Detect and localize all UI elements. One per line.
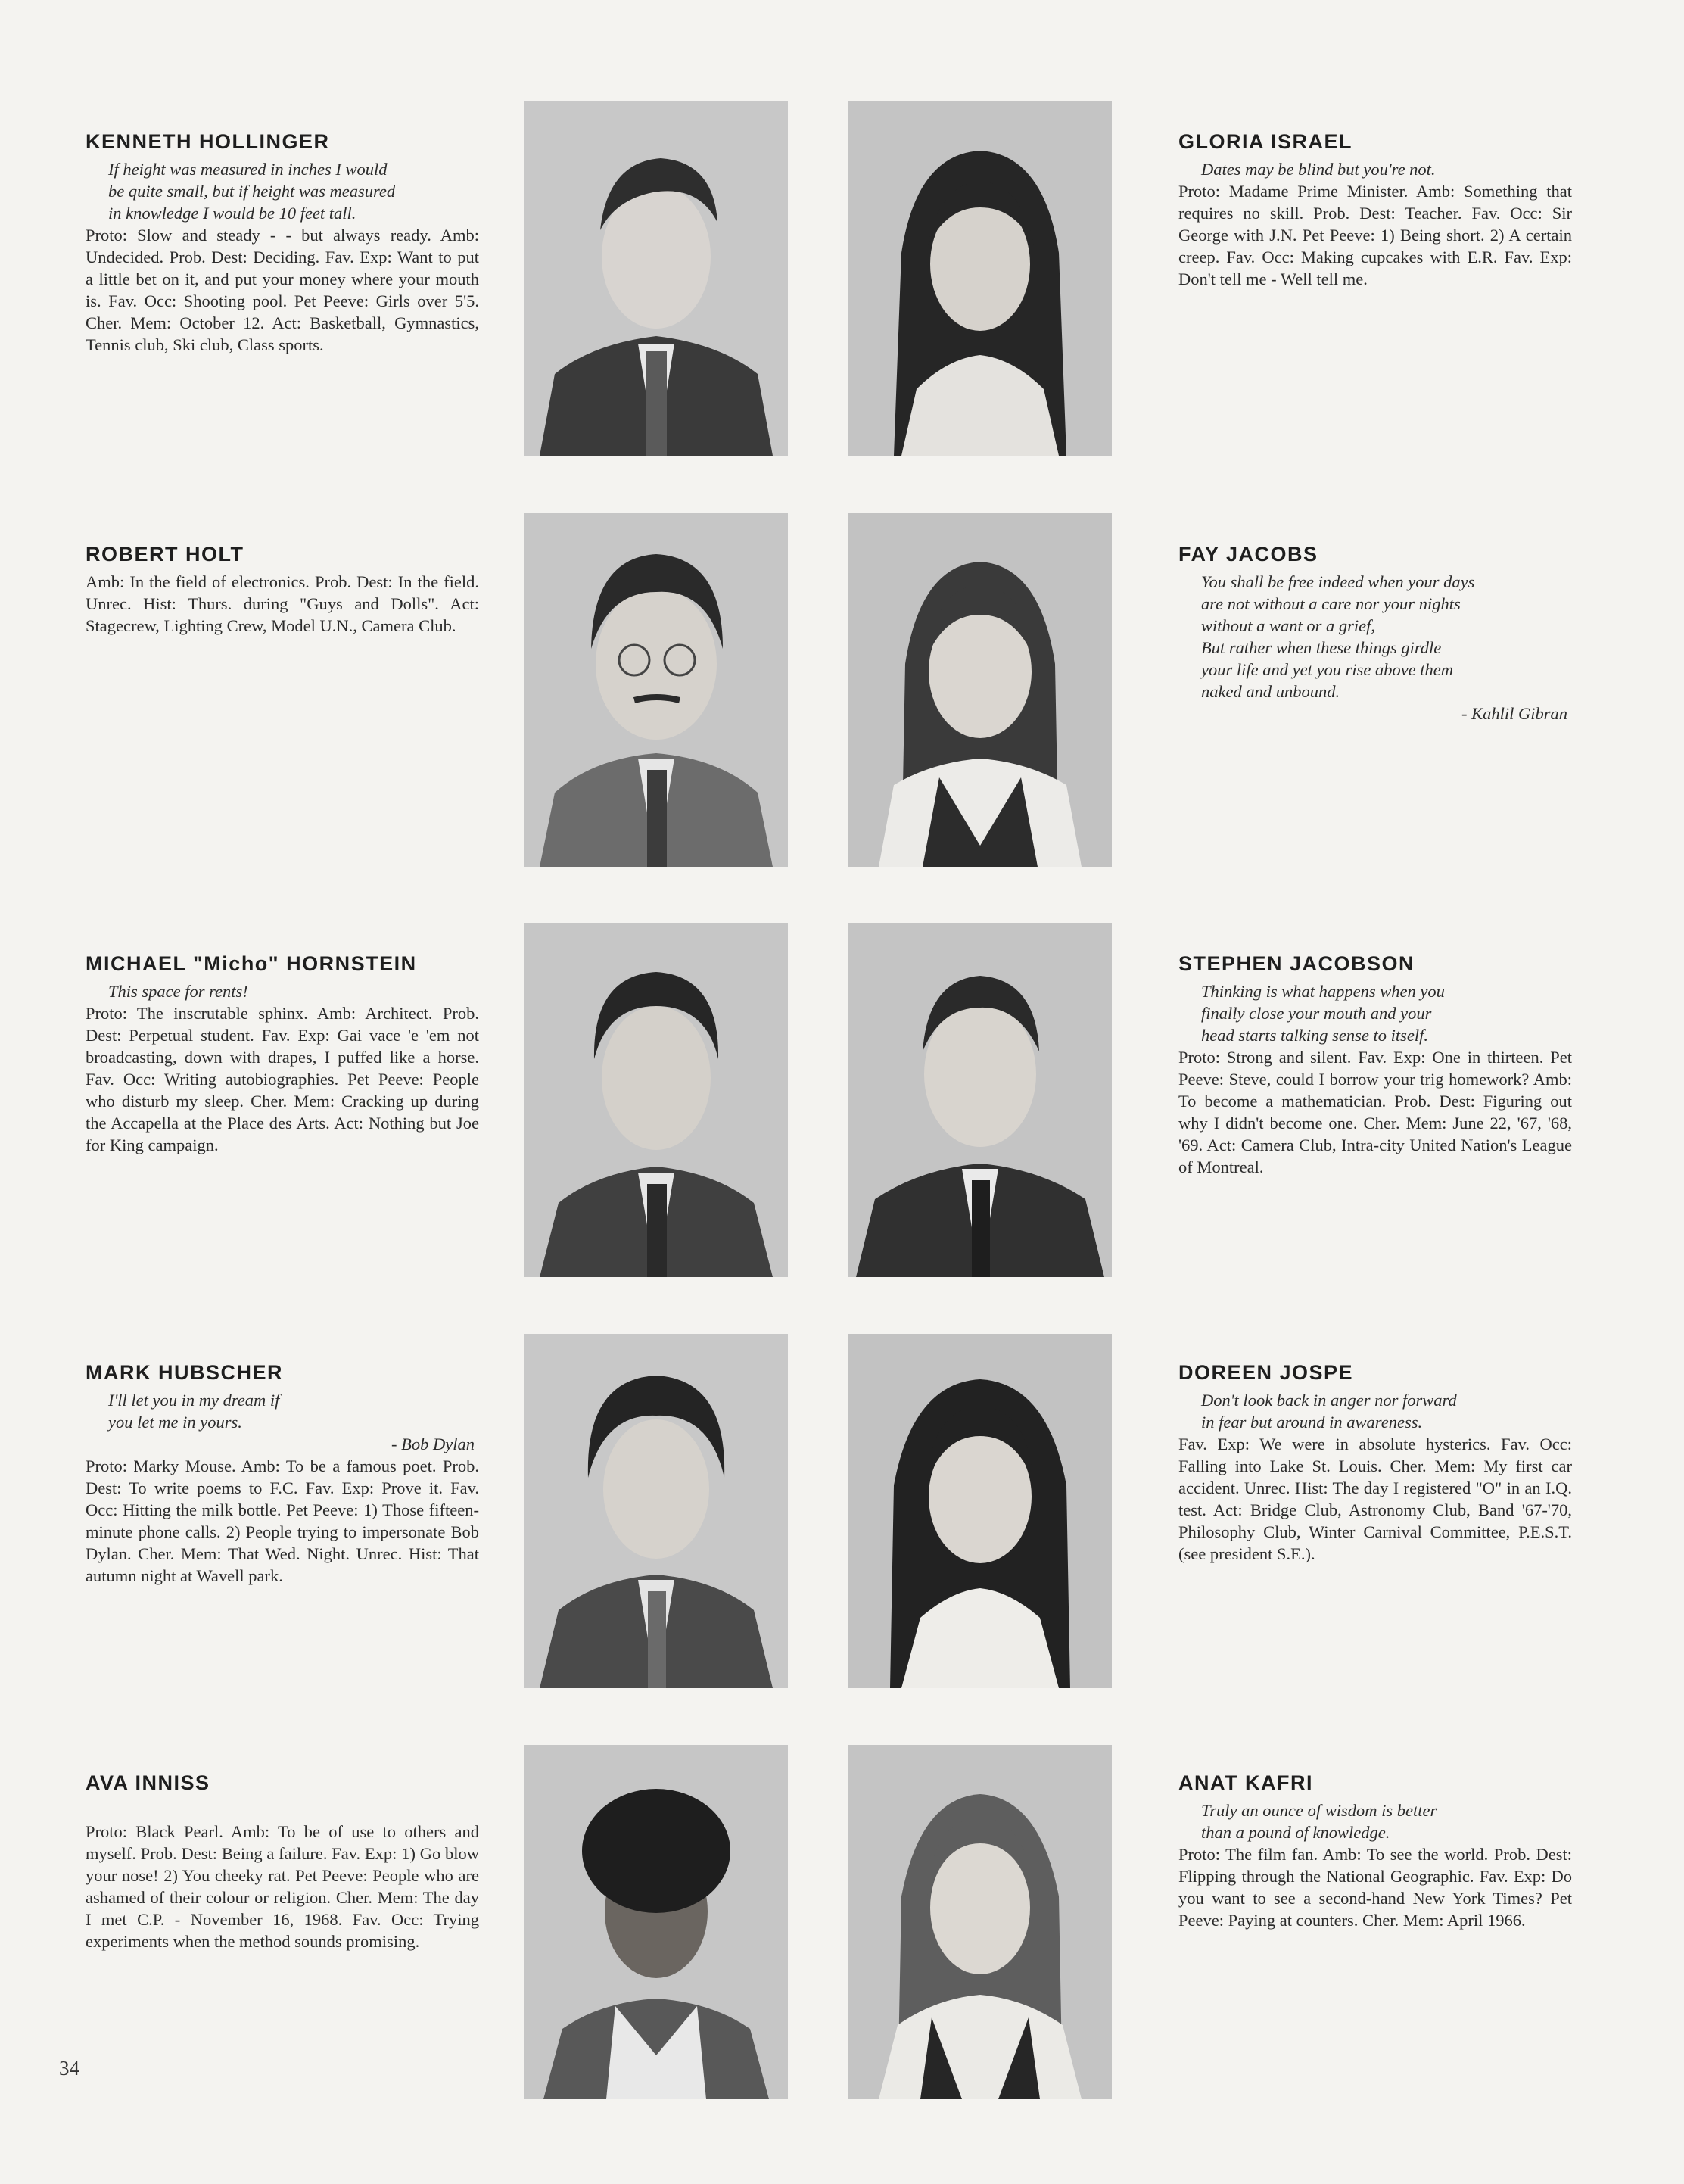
student-entry-jacobson bbox=[1178, 952, 1572, 1178]
student-name: FAY JACOBS bbox=[1178, 543, 1318, 565]
student-bio: Proto: The film fan. Amb: To see the world. Prob. Dest: Flipping through the National Geographic. Fav. Exp: Do you want to see a second-hand New York Times? Pet Peeve: Paying at counters. Cher. Mem: April 1966. bbox=[1178, 1845, 1572, 1930]
quote-line: in knowledge I would be 10 feet tall. bbox=[108, 204, 356, 223]
student-bio: Fav. Exp: We were in absolute hysterics. Fav. Occ: Falling into Lake St. Louis. Cher. Mem: My first car accident. Unrec. Hist: The day I registered "O" in an I.Q. test. Act: Bridge Club, Astronomy Club, Band '67-'70, Philosophy Club, Winter Carnival Committee, P.E.S.T. (see president S.E.). bbox=[1178, 1435, 1572, 1563]
student-name: DOREEN JOSPE bbox=[1178, 1361, 1354, 1384]
portrait-silhouette bbox=[524, 101, 788, 456]
student-name: STEPHEN JACOBSON bbox=[1178, 952, 1415, 975]
student-entry-kafri bbox=[1178, 1771, 1572, 1931]
quote-line: without a want or a grief, bbox=[1201, 616, 1376, 635]
student-name: ANAT KAFRI bbox=[1178, 1771, 1313, 1794]
portrait-silhouette bbox=[524, 923, 788, 1277]
student-name: AVA INNISS bbox=[86, 1771, 210, 1794]
student-name: MARK HUBSCHER bbox=[86, 1361, 283, 1384]
page-number: 34 bbox=[59, 2057, 79, 2080]
portrait-silhouette bbox=[524, 513, 788, 867]
student-entry-jospe bbox=[1178, 1361, 1572, 1565]
quote-line: than a pound of knowledge. bbox=[1201, 1823, 1390, 1842]
quote-line: Don't look back in anger nor forward bbox=[1201, 1391, 1457, 1410]
student-name: KENNETH HOLLINGER bbox=[86, 130, 330, 153]
portrait-photo-jacobson bbox=[848, 923, 1112, 1277]
quote-line: But rather when these things girdle bbox=[1201, 638, 1442, 657]
student-bio: Proto: Slow and steady - - but always ready. Amb: Undecided. Prob. Dest: Deciding. Fav. Exp: Want to put a little bet on it, and put your money where your mouth is. Fav. Occ: Shooting pool. Pet Peeve: Girls over 5'5. Cher. Mem: October 12. Act: Basketball, Gymnastics, Tennis club, Ski club, Class sports. bbox=[86, 226, 479, 354]
portrait-silhouette bbox=[848, 101, 1112, 456]
quote-line: in fear but around in awareness. bbox=[1201, 1413, 1423, 1432]
quote-line: you let me in yours. bbox=[108, 1413, 242, 1432]
quote-attribution: - Bob Dylan bbox=[391, 1435, 475, 1453]
student-bio: Proto: Black Pearl. Amb: To be of use to others and myself. Prob. Dest: Being a failure. Fav. Exp: 1) Go blow your nose! 2) You cheeky rat. Pet Peeve: People who are ashamed of their colour or religion. Cher. Mem: The day I met C.P. - November 16, 1968. Fav. Occ: Trying experiments when the method sounds promising. bbox=[86, 1822, 479, 1951]
quote-line: naked and unbound. bbox=[1201, 682, 1340, 701]
quote-line: You shall be free indeed when your days bbox=[1201, 572, 1475, 591]
student-entry-israel bbox=[1178, 130, 1572, 290]
student-name: ROBERT HOLT bbox=[86, 543, 244, 565]
portrait-photo-jospe bbox=[848, 1334, 1112, 1688]
student-entry-hollinger bbox=[86, 130, 479, 356]
portrait-silhouette bbox=[848, 1334, 1112, 1688]
student-entry-inniss bbox=[86, 1771, 479, 1952]
portrait-photo-inniss bbox=[524, 1745, 788, 2099]
portrait-photo-jacobs bbox=[848, 513, 1112, 867]
portrait-silhouette bbox=[848, 923, 1112, 1277]
student-quote bbox=[1201, 158, 1572, 180]
student-quote bbox=[1201, 571, 1572, 724]
student-bio: Proto: Strong and silent. Fav. Exp: One in thirteen. Pet Peeve: Steve, could I borrow your trig homework? Amb: To become a mathematician. Prob. Dest: Figuring out why I didn't become one. Cher. Mem: June 22, '67, '68, '69. Act: Camera Club, Intra-city United Nation's League of Montreal. bbox=[1178, 1048, 1572, 1176]
quote-attribution: - Kahlil Gibran bbox=[1461, 704, 1567, 723]
student-bio: Amb: In the field of electronics. Prob. Dest: In the field. Unrec. Hist: Thurs. during "Guys and Dolls". Act: Stagecrew, Lighting Crew, Model U.N., Camera Club. bbox=[86, 572, 479, 635]
portrait-silhouette bbox=[524, 1745, 788, 2099]
quote-line: Thinking is what happens when you bbox=[1201, 982, 1445, 1001]
quote-line: head starts talking sense to itself. bbox=[1201, 1026, 1428, 1045]
student-entry-hubscher bbox=[86, 1361, 479, 1587]
student-quote bbox=[1201, 1389, 1572, 1433]
student-name: MICHAEL "Micho" HORNSTEIN bbox=[86, 952, 417, 975]
student-quote bbox=[108, 980, 479, 1002]
student-bio: Proto: The inscrutable sphinx. Amb: Architect. Prob. Dest: Perpetual student. Fav. Exp: Gai vace 'e 'em not broadcasting, down with drapes, I puffed like a horse. Fav. Occ: Writing autobiographies. Pet Peeve: People who disturb my sleep. Cher. Mem: Cracking up during the Accapella at the Place des Arts. Act: Nothing but Joe for King campaign. bbox=[86, 1004, 479, 1154]
student-name: GLORIA ISRAEL bbox=[1178, 130, 1353, 153]
quote-line: be quite small, but if height was measured bbox=[108, 182, 396, 201]
portrait-photo-hornstein bbox=[524, 923, 788, 1277]
student-entry-holt bbox=[86, 543, 479, 637]
quote-line: If height was measured in inches I would bbox=[108, 160, 388, 179]
portrait-photo-kafri bbox=[848, 1745, 1112, 2099]
portrait-silhouette bbox=[848, 1745, 1112, 2099]
portrait-photo-hubscher bbox=[524, 1334, 788, 1688]
portrait-photo-israel bbox=[848, 101, 1112, 456]
quote-line: finally close your mouth and your bbox=[1201, 1004, 1432, 1023]
portrait-photo-hollinger bbox=[524, 101, 788, 456]
student-quote bbox=[1201, 1799, 1572, 1843]
quote-line: are not without a care nor your nights bbox=[1201, 594, 1461, 613]
portrait-silhouette bbox=[524, 1334, 788, 1688]
quote-line: This space for rents! bbox=[108, 982, 248, 1001]
quote-line: your life and yet you rise above them bbox=[1201, 660, 1454, 679]
student-bio: Proto: Marky Mouse. Amb: To be a famous poet. Prob. Dest: To write poems to F.C. Fav. Exp: Prove it. Fav. Occ: Hitting the milk bottle. Pet Peeve: 1) Those fifteen-minute phone calls. 2) People trying to impersonate Bob Dylan. Cher. Mem: That Wed. Night. Unrec. Hist: That autumn night at Wavell park. bbox=[86, 1457, 479, 1585]
student-quote bbox=[108, 158, 479, 224]
student-entry-jacobs bbox=[1178, 543, 1572, 724]
portrait-silhouette bbox=[848, 513, 1112, 867]
portrait-photo-holt bbox=[524, 513, 788, 867]
student-bio: Proto: Madame Prime Minister. Amb: Something that requires no skill. Prob. Dest: Teacher. Fav. Occ: Sir George with J.N. Pet Peeve: 1) Being short. 2) A certain creep. Fav. Occ: Making cupcakes with E.R. Fav. Exp: Don't tell me - Well tell me. bbox=[1178, 182, 1572, 288]
student-quote bbox=[1201, 980, 1572, 1046]
quote-line: Dates may be blind but you're not. bbox=[1201, 160, 1436, 179]
student-quote bbox=[108, 1389, 479, 1455]
quote-line: Truly an ounce of wisdom is better bbox=[1201, 1801, 1437, 1820]
student-entry-hornstein bbox=[86, 952, 479, 1156]
quote-line: I'll let you in my dream if bbox=[108, 1391, 280, 1410]
